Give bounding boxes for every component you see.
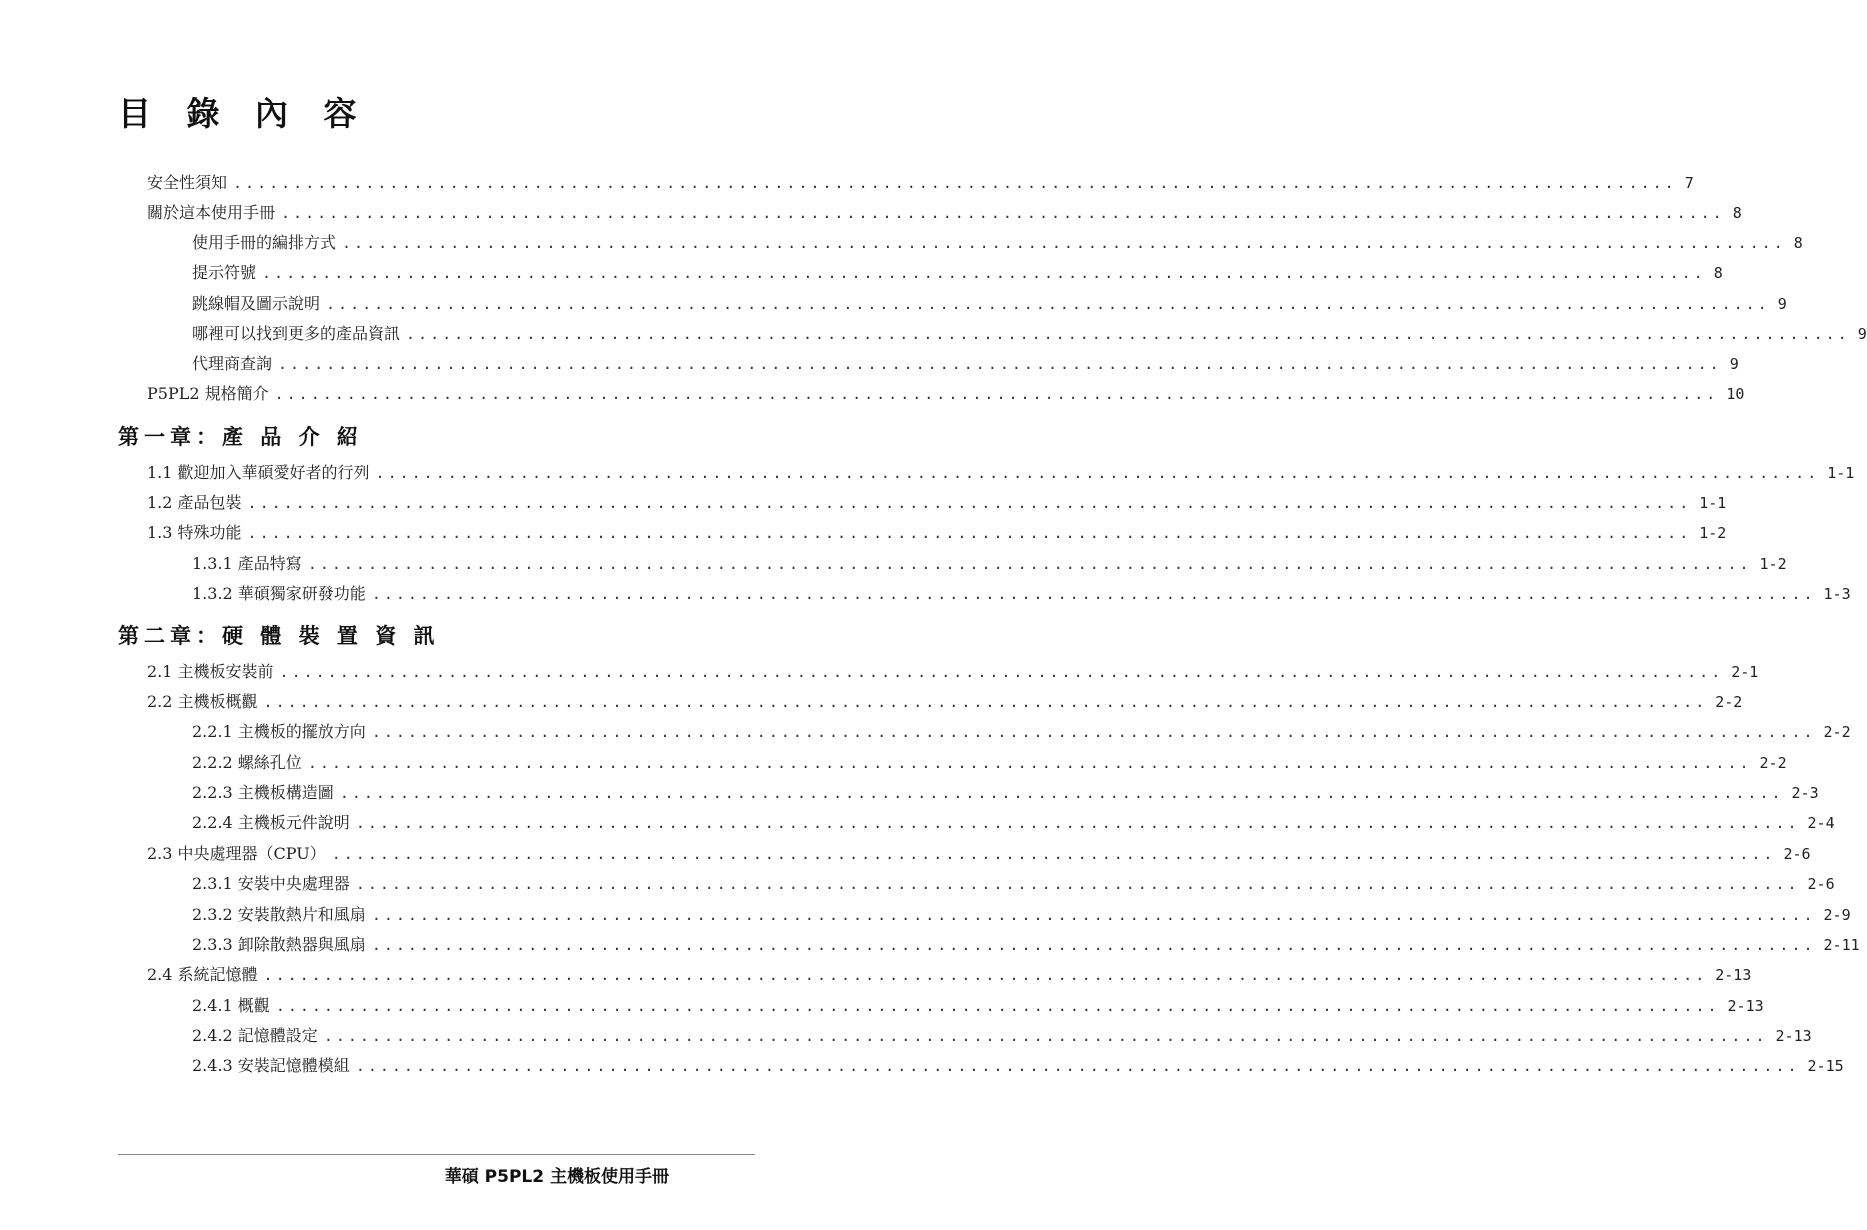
toc-leader: ........................................................................................................................ xyxy=(247,494,1692,512)
toc-leader: ........................................................................................................................ xyxy=(275,997,1720,1015)
toc-leader: ........................................................................................................................ xyxy=(371,936,1816,954)
toc-entry[interactable] xyxy=(147,200,1742,230)
toc-leader: ........................................................................................................................ xyxy=(342,234,1786,252)
toc-leader: ........................................................................................................................ xyxy=(331,845,1776,863)
toc-entry[interactable] xyxy=(192,993,1764,1023)
toc-leader: ........................................................................................................................ xyxy=(375,464,1820,482)
toc-entry-label: 1.3.2 華碩獨家研發功能 xyxy=(192,584,366,603)
toc-entry-label: 2.3.3 卸除散熱器與風扇 xyxy=(192,935,366,954)
toc-entry-label: 2.4.3 安裝記憶體模組 xyxy=(192,1056,350,1075)
toc-entry-page: 1-2 xyxy=(1759,555,1787,573)
toc-entry[interactable] xyxy=(192,902,1851,932)
toc-entry-page: 1-3 xyxy=(1823,585,1851,603)
toc-entry[interactable] xyxy=(192,750,1787,780)
toc-entry-page: 2-2 xyxy=(1759,754,1787,772)
toc-leader: ........................................................................................................................ xyxy=(323,1027,1768,1045)
toc-leader: ........................................................................................................................ xyxy=(307,555,1752,573)
toc-leader: ........................................................................................................................ xyxy=(263,966,1708,984)
toc-entry-page: 2-13 xyxy=(1727,997,1764,1015)
toc-entry[interactable] xyxy=(192,230,1803,260)
toc-entry-page: 2-2 xyxy=(1715,693,1743,711)
toc-entry[interactable] xyxy=(192,551,1787,581)
toc-entry-page: 2-13 xyxy=(1775,1027,1812,1045)
toc-entry[interactable] xyxy=(192,321,1867,351)
toc-leader: ........................................................................................................................ xyxy=(406,325,1850,343)
toc-entry[interactable] xyxy=(147,659,1759,689)
toc-entry[interactable] xyxy=(147,490,1727,520)
toc-entry[interactable] xyxy=(192,581,1851,611)
toc-entry-label: 2.4.1 概觀 xyxy=(192,996,270,1015)
toc-entry-page: 2-15 xyxy=(1807,1057,1844,1075)
toc-entry-label: 關於這本使用手冊 xyxy=(147,203,276,222)
toc-entry[interactable] xyxy=(192,719,1851,749)
toc-leader: ........................................................................................................................ xyxy=(355,875,1800,893)
toc-entry-page: 1-2 xyxy=(1699,524,1727,542)
toc-leader: ........................................................................................................................ xyxy=(355,814,1800,832)
toc-entry-label: 提示符號 xyxy=(192,263,257,282)
toc-entry-page: 2-6 xyxy=(1783,845,1811,863)
toc-entry[interactable] xyxy=(192,871,1835,901)
toc-entry[interactable] xyxy=(147,381,1745,411)
toc-entry-page: 2-1 xyxy=(1731,663,1759,681)
toc-entry-page: 7 xyxy=(1684,174,1694,192)
toc-entry-page: 2-11 xyxy=(1823,936,1860,954)
toc-entry-label: 1.3 特殊功能 xyxy=(147,523,242,542)
toc-leader: ........................................................................................................................ xyxy=(307,754,1752,772)
toc-entry-page: 8 xyxy=(1793,234,1803,252)
toc-entry-label: 1.1 歡迎加入華碩愛好者的行列 xyxy=(147,463,370,482)
toc-entry[interactable] xyxy=(192,260,1723,290)
toc-entry[interactable] xyxy=(192,810,1835,840)
toc-entry[interactable] xyxy=(192,1023,1812,1053)
toc-entry[interactable] xyxy=(192,291,1787,321)
toc-leader: ........................................................................................................................ xyxy=(262,264,1706,282)
toc-entry-page: 1-1 xyxy=(1827,464,1855,482)
toc-entry-label: 2.2.2 螺絲孔位 xyxy=(192,753,302,772)
toc-entry-page: 8 xyxy=(1713,264,1723,282)
toc-entry[interactable] xyxy=(192,351,1739,381)
toc-entry-label: 2.2.4 主機板元件說明 xyxy=(192,813,350,832)
toc-entry-page: 10 xyxy=(1726,385,1745,403)
toc-entry-label: 2.2.3 主機板構造圖 xyxy=(192,783,334,802)
toc-leader: ........................................................................................................................ xyxy=(247,524,1692,542)
toc-entry-page: 2-4 xyxy=(1807,814,1835,832)
toc-entry-label: 1.2 產品包裝 xyxy=(147,493,242,512)
toc-entry-label: P5PL2 規格簡介 xyxy=(147,384,269,403)
toc-leader: ........................................................................................................................ xyxy=(355,1057,1800,1075)
toc-entry-page: 8 xyxy=(1732,204,1742,222)
footer-divider xyxy=(118,1154,755,1155)
toc-entry[interactable] xyxy=(192,1053,1844,1083)
toc-entry-page: 9 xyxy=(1729,355,1739,373)
toc-entry-label: 安全性須知 xyxy=(147,173,228,192)
toc-entry-page: 2-3 xyxy=(1791,784,1819,802)
toc-entry-page: 2-2 xyxy=(1823,723,1851,741)
toc-leader: ........................................................................................................................ xyxy=(326,295,1770,313)
toc-leader: ........................................................................................................................ xyxy=(339,784,1784,802)
toc-entry-label: 代理商查詢 xyxy=(192,354,273,373)
toc-entry[interactable] xyxy=(147,962,1752,992)
page-title: 目 錄 內 容 xyxy=(118,94,369,133)
toc-entry-label: 2.4 系統記憶體 xyxy=(147,965,258,984)
toc-entry[interactable] xyxy=(192,932,1860,962)
toc-leader: ........................................................................................................................ xyxy=(279,663,1724,681)
toc-entry-label: 2.2.1 主機板的擺放方向 xyxy=(192,722,366,741)
toc-entry-label: 2.3 中央處理器（CPU） xyxy=(147,844,326,863)
toc-entry[interactable] xyxy=(147,460,1855,490)
toc-entry-label: 2.3.1 安裝中央處理器 xyxy=(192,874,350,893)
toc-entry[interactable] xyxy=(147,689,1743,719)
toc-entry-page: 2-9 xyxy=(1823,906,1851,924)
toc-leader: ........................................................................................................................ xyxy=(281,204,1725,222)
toc-entry-page: 9 xyxy=(1857,325,1867,343)
toc-entry[interactable] xyxy=(147,170,1694,200)
toc-entry-page: 9 xyxy=(1777,295,1787,313)
toc-leader: ........................................................................................................................ xyxy=(371,723,1816,741)
chapter-heading: 第二章：硬 體 裝 置 資 訊 xyxy=(118,624,440,648)
toc-entry-label: 哪裡可以找到更多的產品資訊 xyxy=(192,324,401,343)
toc-entry[interactable] xyxy=(147,520,1727,550)
toc-entry-page: 2-13 xyxy=(1715,966,1752,984)
toc-leader: ........................................................................................................................ xyxy=(274,385,1719,403)
toc-entry-label: 2.2 主機板概觀 xyxy=(147,692,258,711)
toc-leader: ........................................................................................................................ xyxy=(371,906,1816,924)
toc-leader: ........................................................................................................................ xyxy=(278,355,1722,373)
toc-leader: ........................................................................................................................ xyxy=(263,693,1708,711)
toc-entry-label: 使用手冊的編排方式 xyxy=(192,233,337,252)
footer-manual-title: 華碩 P5PL2 主機板使用手冊 xyxy=(444,1167,669,1187)
toc-entry-label: 2.3.2 安裝散熱片和風扇 xyxy=(192,905,366,924)
chapter-heading: 第一章：產 品 介 紹 xyxy=(118,425,363,449)
toc-leader: ........................................................................................................................ xyxy=(233,174,1677,192)
toc-entry[interactable] xyxy=(147,841,1811,871)
toc-entry-page: 1-1 xyxy=(1699,494,1727,512)
toc-entry-label: 2.4.2 記憶體設定 xyxy=(192,1026,318,1045)
toc-entry-page: 2-6 xyxy=(1807,875,1835,893)
toc-entry[interactable] xyxy=(192,780,1819,810)
toc-entry-label: 2.1 主機板安裝前 xyxy=(147,662,274,681)
toc-entry-label: 1.3.1 產品特寫 xyxy=(192,554,302,573)
toc-leader: ........................................................................................................................ xyxy=(371,585,1816,603)
toc-entry-label: 跳線帽及圖示說明 xyxy=(192,294,321,313)
